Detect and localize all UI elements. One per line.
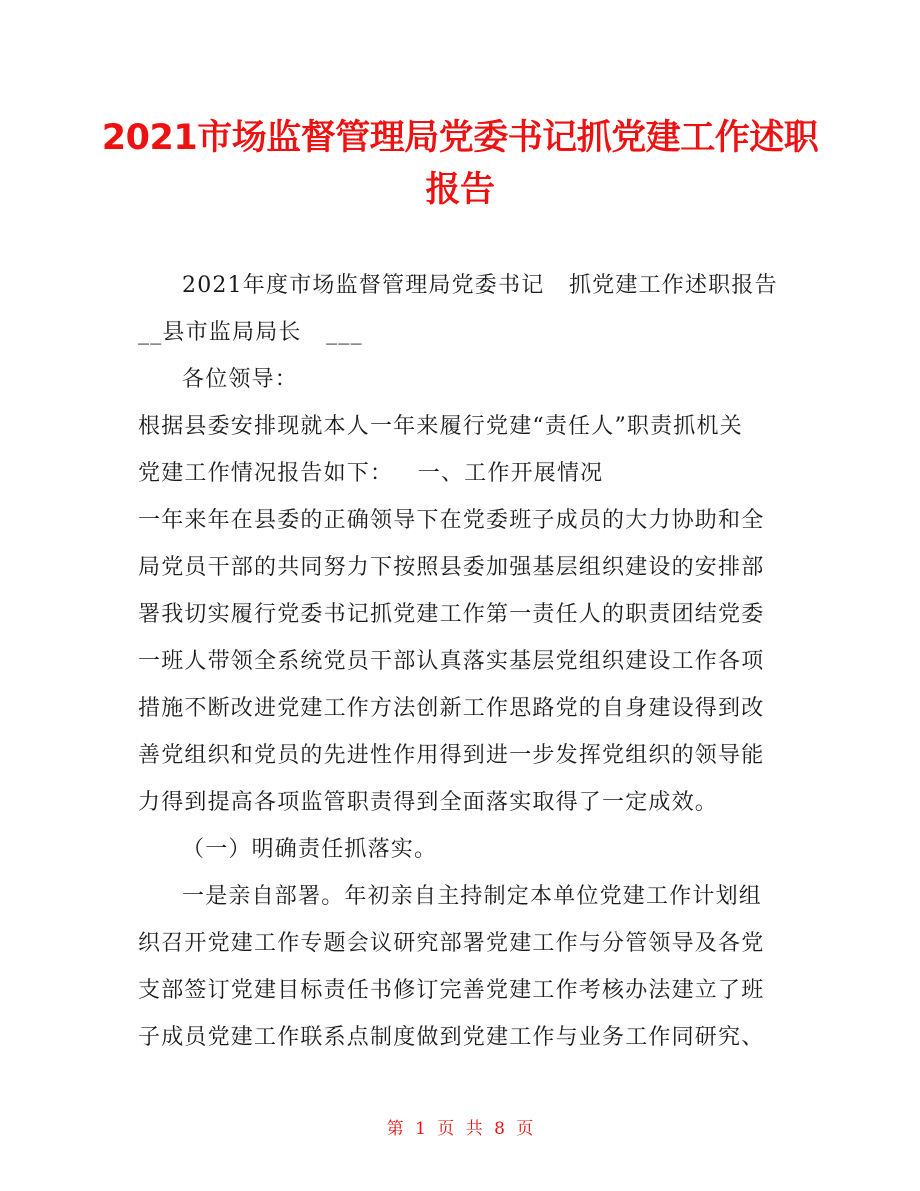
- body-line: 署我切实履行党委书记抓党建工作第一责任人的职责团结党委: [138, 602, 765, 627]
- body-line: 党建工作情况报告如下： 一、工作开展情况: [138, 461, 604, 486]
- body-line: 一是亲自部署。年初亲自主持制定本单位党建工作计划组: [182, 884, 763, 909]
- body-line: （一）明确责任抓落实。: [182, 837, 438, 862]
- document-title: [100, 112, 820, 216]
- body-line: 一班人带领全系统党员干部认真落实基层党组织建设工作各项: [138, 649, 765, 674]
- title-line-1: 2021市场监督管理局党委书记抓党建工作述职: [101, 118, 819, 158]
- title-line-2: 报告: [425, 170, 495, 210]
- body-line: 局党员干部的共同努力下按照县委加强基层组织建设的安排部: [138, 555, 765, 580]
- body-line: 力得到提高各项监管职责得到全面落实取得了一定成效。: [138, 790, 719, 815]
- body-line: 一年来年在县委的正确领导下在党委班子成员的大力协助和全: [138, 508, 765, 533]
- page-number-footer: 第 1 页 共 8 页: [386, 1119, 534, 1139]
- body-line: 措施不断改进党建工作方法创新工作思路党的自身建设得到改: [138, 696, 765, 721]
- body-line: 各位领导：: [182, 367, 299, 392]
- body-line: 支部签订党建目标责任书修订完善党建工作考核办法建立了班: [138, 978, 765, 1003]
- body-line: __县市监局局长 ___: [138, 320, 363, 345]
- body-line: 织召开党建工作专题会议研究部署党建工作与分管领导及各党: [138, 931, 765, 956]
- document-body: [138, 262, 788, 1061]
- body-line: 子成员党建工作联系点制度做到党建工作与业务工作同研究、: [138, 1025, 765, 1050]
- body-line: 根据县委安排现就本人一年来履行党建“责任人”职责抓机关: [138, 414, 743, 439]
- body-line: 善党组织和党员的先进性作用得到进一步发挥党组织的领导能: [138, 743, 765, 768]
- body-line: 2021年度市场监督管理局党委书记 抓党建工作述职报告: [182, 273, 778, 298]
